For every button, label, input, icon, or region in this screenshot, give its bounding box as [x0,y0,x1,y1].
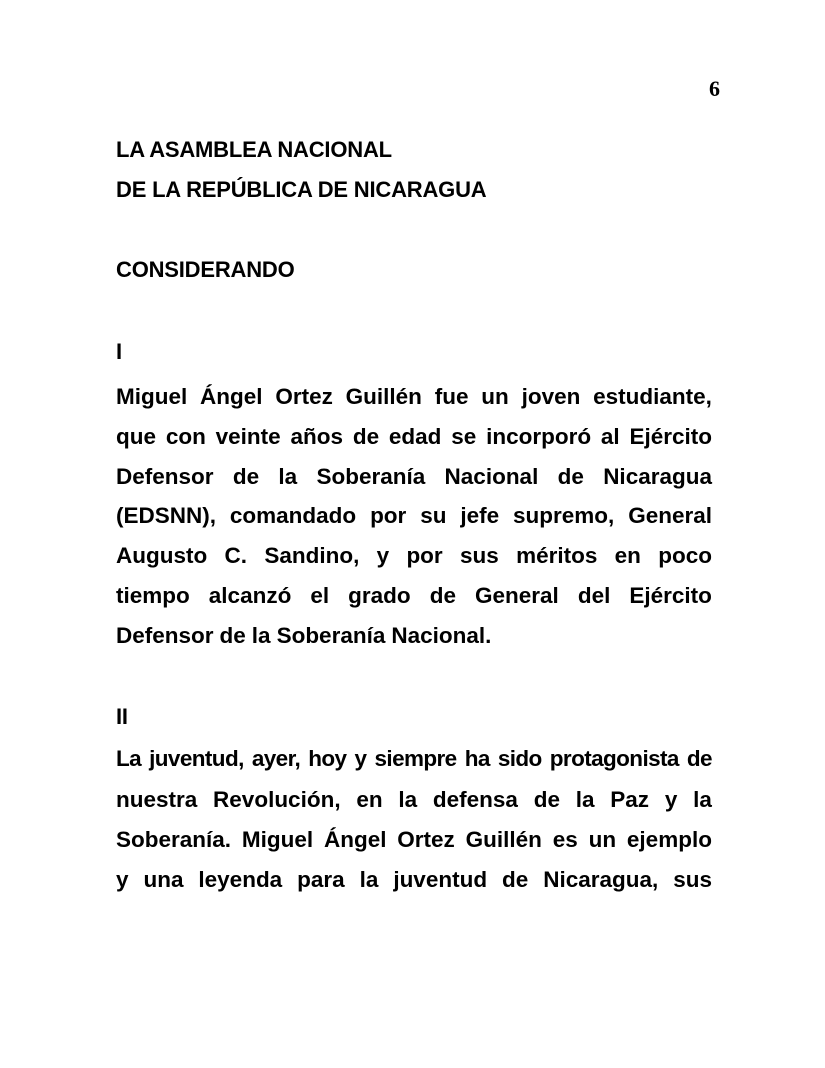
word: al [600,424,620,449]
word: La [116,746,142,771]
word: Nicaragua [603,464,712,489]
word: Defensor [116,623,214,648]
word: la [359,867,379,892]
word: supremo, [513,503,615,528]
word: Soberanía. [116,827,232,852]
word: Nacional [444,464,539,489]
word: de [557,464,584,489]
page-number: 6 [709,76,720,101]
word: hoy [308,746,347,771]
word: Ortez [397,827,455,852]
paragraph-line [116,621,712,651]
word: joven [521,384,581,409]
paragraph-line [116,744,712,774]
word: la [398,787,418,812]
word: Ángel [200,384,263,409]
word: ejemplo [626,827,712,852]
word: un [481,384,509,409]
word: protagonista [549,746,679,771]
word: Miguel [241,827,314,852]
word: por [370,503,407,528]
word: juventud, [149,746,244,771]
word: Guillén [345,384,422,409]
word: Soberanía [276,623,386,648]
word: veinte [215,424,281,449]
word: grado [348,583,411,608]
word: se [451,424,477,449]
considerando-numeral-1: I [116,339,122,364]
word: Revolución, [213,787,341,812]
word: Guillén [465,827,542,852]
word: la [278,464,298,489]
word: sus [459,543,499,568]
word: poco [658,543,712,568]
word: Nacional. [391,623,492,648]
word: méritos [516,543,598,568]
paragraph-line [116,382,712,412]
word: el [310,583,330,608]
section-title: CONSIDERANDO [116,257,295,282]
word: la [693,787,712,812]
word: y [354,746,367,771]
word: Soberanía [316,464,426,489]
word: General [475,583,559,608]
word: un [588,827,617,852]
paragraph-line [116,422,712,452]
word: que [116,424,157,449]
word: alcanzó [208,583,292,608]
word: con [165,424,206,449]
word: Paz [610,787,650,812]
word: Augusto [116,543,208,568]
word: Ejército [629,424,712,449]
word: de [352,424,380,449]
word: la [251,623,271,648]
word: ayer, [251,746,301,771]
word: Defensor [116,464,214,489]
considerando-numeral-2: II [116,704,128,729]
word: de [686,746,712,771]
word: estudiante, [593,384,712,409]
word: y [664,787,678,812]
word: (EDSNN), [116,503,216,528]
word: nuestra [116,787,198,812]
word: sido [497,746,542,771]
word: una [143,867,184,892]
word: siempre [374,746,457,771]
word: por [406,543,443,568]
word: tiempo [116,583,190,608]
word: C. [224,543,248,568]
word: años [290,424,344,449]
word: comandado [229,503,357,528]
word: en [614,543,641,568]
word: en [356,787,383,812]
word: y [376,543,390,568]
word: ha [464,746,490,771]
paragraph-line [116,462,712,492]
word: Miguel [116,384,188,409]
word: juventud [393,867,488,892]
word: la [575,787,595,812]
word: su [420,503,447,528]
header-line-1: LA ASAMBLEA NACIONAL [116,137,392,162]
word: y [116,867,129,892]
word: Sandino, [264,543,360,568]
word: del [577,583,611,608]
word: de [219,623,246,648]
word: jefe [460,503,500,528]
word: de [429,583,456,608]
paragraph-line [116,865,712,895]
word: de [502,867,529,892]
word: edad [388,424,442,449]
word: General [628,503,712,528]
word: Ejército [629,583,712,608]
word: para [297,867,345,892]
word: defensa [432,787,518,812]
word: leyenda [198,867,283,892]
word: Ortez [275,384,333,409]
paragraph-line [116,501,712,531]
paragraph-line [116,785,712,815]
paragraph-line [116,581,712,611]
paragraph-line [116,541,712,571]
word: Nicaragua, [543,867,659,892]
word: fue [434,384,469,409]
word: sus [673,867,712,892]
paragraph-line [116,825,712,855]
word: es [552,827,578,852]
word: de [232,464,260,489]
header-line-2: DE LA REPÚBLICA DE NICARAGUA [116,177,487,202]
word: Ángel [323,827,387,852]
word: incorporó [486,424,592,449]
word: de [533,787,560,812]
